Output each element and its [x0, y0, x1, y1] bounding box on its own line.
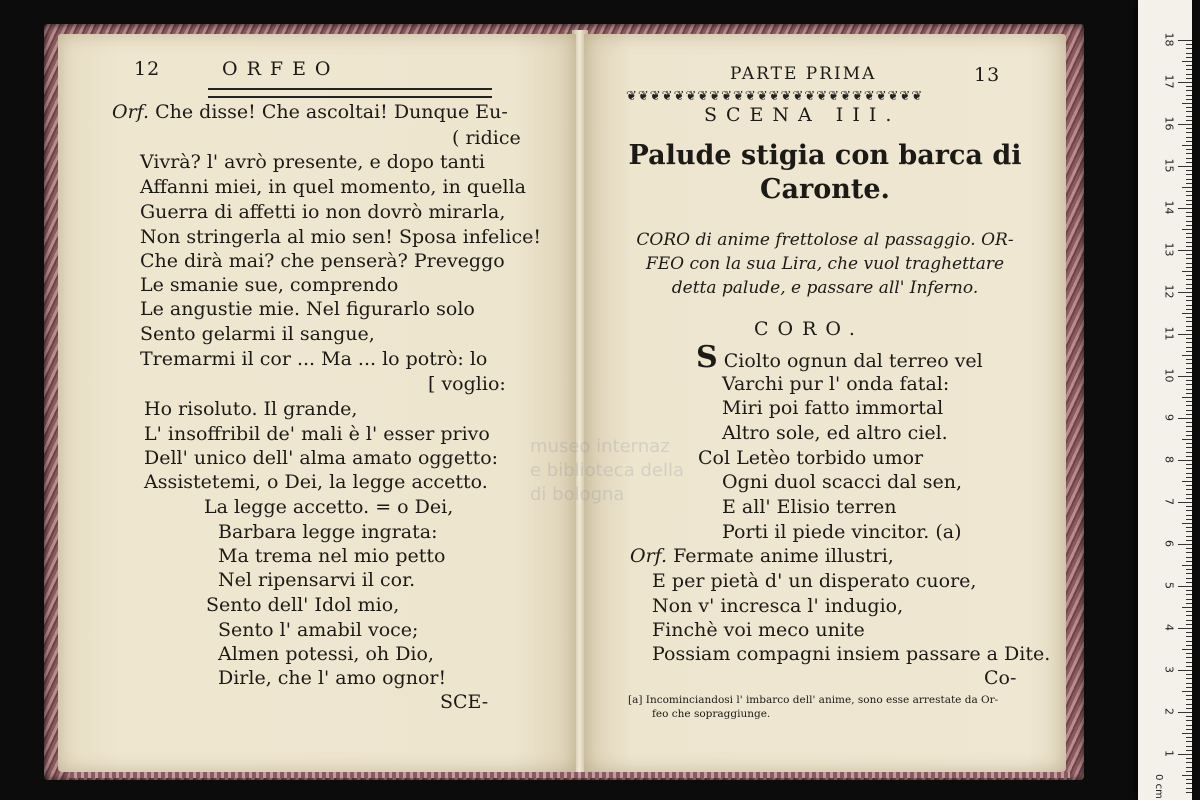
ruler-tick: [1186, 254, 1192, 255]
ruler-tick: [1186, 494, 1192, 495]
ruler-tick: [1186, 498, 1192, 499]
ruler-tick: [1186, 695, 1192, 696]
ruler-tick: [1186, 389, 1192, 390]
ruler-tick: [1186, 57, 1192, 58]
ruler-tick: [1186, 674, 1192, 675]
ruler-tick: [1186, 158, 1192, 159]
ruler-number: 11: [1162, 326, 1176, 341]
ruler-tick: [1186, 683, 1192, 684]
ruler-tick: [1186, 788, 1192, 789]
measuring-ruler: [1138, 0, 1192, 800]
ruler-tick: [1186, 116, 1192, 117]
ruler-tick: [1186, 69, 1192, 70]
library-stamp-line: di bologna: [530, 484, 625, 505]
text-line: S Ciolto ognun dal terreo vel: [696, 340, 983, 375]
ruler-tick: [1186, 44, 1192, 45]
ruler-tick: [1186, 477, 1192, 478]
ruler-tick: [1182, 439, 1192, 440]
ruler-unit: 0 cm: [1152, 774, 1164, 799]
text-line: Affanni miei, in quel momento, in quella: [140, 176, 526, 198]
text-line: Dirle, che l' amo ognor!: [218, 667, 447, 689]
ruler-tick: [1186, 594, 1192, 595]
ruler-tick: [1182, 355, 1192, 356]
ruler-tick: [1186, 137, 1192, 138]
ruler-tick: [1186, 53, 1192, 54]
running-head: PARTE PRIMA: [730, 64, 877, 84]
ruler-tick: [1182, 481, 1192, 482]
ruler-tick: [1186, 519, 1192, 520]
ruler-tick: [1186, 195, 1192, 196]
text-line: Sento l' amabil voce;: [218, 619, 419, 641]
ruler-number: 12: [1162, 284, 1176, 299]
text-line: Dell' unico dell' alma amato oggetto:: [144, 447, 499, 469]
text-line: Possiam compagni insiem passare a Dite.: [652, 643, 1051, 665]
ruler-tick: [1186, 561, 1192, 562]
ruler-tick: [1186, 90, 1192, 91]
footnote-line: feo che sopraggiunge.: [652, 708, 771, 720]
ruler-tick: [1186, 485, 1192, 486]
ruler-tick: [1186, 368, 1192, 369]
ornament-band: ❦❦❦❦❦❦❦❦❦❦❦❦❦❦❦❦❦❦❦❦❦❦❦❦❦: [626, 89, 924, 104]
ruler-tick: [1182, 775, 1192, 776]
ruler-tick: [1186, 636, 1192, 637]
ruler-tick: [1186, 548, 1192, 549]
ruler-tick: [1186, 263, 1192, 264]
ruler-tick: [1186, 506, 1192, 507]
ruler-tick: [1186, 611, 1192, 612]
ruler-tick: [1186, 767, 1192, 768]
ruler-tick: [1186, 552, 1192, 553]
ruler-tick: [1186, 632, 1192, 633]
ruler-tick: [1186, 473, 1192, 474]
ruler-tick: [1186, 489, 1192, 490]
ruler-number: 8: [1162, 456, 1176, 463]
text-line: Orf. Che disse! Che ascoltai! Dunque Eu-: [112, 101, 508, 123]
ruler-tick: [1186, 372, 1192, 373]
ruler-number: 6: [1162, 540, 1176, 547]
ruler-tick: [1186, 615, 1192, 616]
library-stamp-line: museo internaz: [530, 436, 670, 457]
ruler-tick: [1178, 376, 1192, 377]
ruler-number: 18: [1162, 32, 1176, 47]
ruler-tick: [1178, 586, 1192, 587]
ruler-tick: [1186, 435, 1192, 436]
ruler-tick: [1186, 729, 1192, 730]
stage-direction-line: detta palude, e passare all' Inferno.: [671, 278, 979, 298]
ruler-tick: [1186, 305, 1192, 306]
text-line: Assistetemi, o Dei, la legge accetto.: [144, 471, 488, 493]
ruler-tick: [1186, 779, 1192, 780]
ruler-tick: [1186, 704, 1192, 705]
ruler-tick: [1186, 162, 1192, 163]
ruler-tick: [1186, 141, 1192, 142]
ruler-tick: [1186, 422, 1192, 423]
text-line: Ma trema nel mio petto: [218, 545, 446, 567]
ruler-tick: [1178, 712, 1192, 713]
ruler-tick: [1186, 380, 1192, 381]
ruler-tick: [1178, 250, 1192, 251]
text-line: Almen potessi, oh Dio,: [218, 643, 434, 665]
scene-heading: SCENA III.: [704, 104, 901, 126]
stage-direction-line: FEO con la sua Lira, che vuol traghettare: [645, 254, 1005, 274]
ruler-tick: [1186, 573, 1192, 574]
ruler-tick: [1186, 225, 1192, 226]
ruler-tick: [1186, 771, 1192, 772]
ruler-tick: [1186, 737, 1192, 738]
ruler-tick: [1186, 750, 1192, 751]
ruler-tick: [1186, 603, 1192, 604]
drop-cap: S: [696, 340, 718, 375]
ruler-tick: [1182, 103, 1192, 104]
ruler-tick: [1186, 569, 1192, 570]
ruler-tick: [1186, 258, 1192, 259]
ruler-tick: [1186, 578, 1192, 579]
ruler-tick: [1178, 82, 1192, 83]
text-line: E per pietà d' un disperato cuore,: [652, 570, 977, 592]
ruler-tick: [1186, 317, 1192, 318]
ruler-tick: [1186, 275, 1192, 276]
ruler-tick: [1186, 204, 1192, 205]
ruler-tick: [1186, 468, 1192, 469]
ruler-tick: [1186, 338, 1192, 339]
ruler-tick: [1182, 187, 1192, 188]
ruler-tick: [1186, 678, 1192, 679]
ruler-tick: [1186, 452, 1192, 453]
ruler-tick: [1182, 145, 1192, 146]
text-line: Sento dell' Idol mio,: [206, 594, 400, 616]
ruler-tick: [1182, 649, 1192, 650]
ruler-tick: [1182, 397, 1192, 398]
ruler-tick: [1186, 174, 1192, 175]
running-head: ORFEO: [222, 58, 340, 80]
ruler-tick: [1178, 166, 1192, 167]
ruler-tick: [1186, 401, 1192, 402]
ruler-number: 10: [1162, 368, 1176, 383]
scene-title-line: Caronte.: [760, 174, 890, 205]
ruler-tick: [1186, 279, 1192, 280]
text-line: [ voglio:: [428, 373, 506, 395]
ruler-tick: [1178, 334, 1192, 335]
ruler-tick: [1186, 74, 1192, 75]
text-line: Le smanie sue, comprendo: [140, 274, 399, 296]
page-edge: [70, 772, 1070, 778]
ruler-tick: [1186, 78, 1192, 79]
ruler-tick: [1182, 229, 1192, 230]
text-line: Orf. Fermate anime illustri,: [630, 545, 894, 567]
ruler-tick: [1186, 149, 1192, 150]
text-line: Miri poi fatto immortal: [722, 397, 944, 419]
ruler-tick: [1178, 670, 1192, 671]
ruler-number: 14: [1162, 200, 1176, 215]
ruler-tick: [1186, 347, 1192, 348]
ruler-tick: [1186, 666, 1192, 667]
ruler-tick: [1178, 502, 1192, 503]
ruler-tick: [1186, 426, 1192, 427]
ruler-number: 16: [1162, 116, 1176, 131]
scene-title-line: Palude stigia con barca di: [628, 140, 1022, 171]
library-stamp-line: e biblioteca della: [530, 460, 684, 481]
ruler-tick: [1186, 725, 1192, 726]
chorus-heading: CORO.: [754, 318, 864, 340]
ruler-tick: [1182, 61, 1192, 62]
ruler-tick: [1186, 641, 1192, 642]
page-number: 12: [134, 58, 161, 80]
ruler-number: 2: [1162, 708, 1176, 715]
text-line: E all' Elisio terren: [722, 496, 897, 518]
ruler-tick: [1186, 351, 1192, 352]
ruler-tick: [1186, 687, 1192, 688]
page-number: 13: [974, 64, 1001, 86]
ruler-tick: [1186, 758, 1192, 759]
ruler-tick: [1178, 418, 1192, 419]
ruler-tick: [1186, 431, 1192, 432]
ruler-tick: [1186, 443, 1192, 444]
ruler-tick: [1186, 720, 1192, 721]
text-line: Che dirà mai? che penserà? Preveggo: [140, 250, 505, 272]
ruler-tick: [1186, 393, 1192, 394]
ruler-tick: [1178, 754, 1192, 755]
ruler-tick: [1186, 170, 1192, 171]
right-page: [584, 34, 1066, 772]
ruler-tick: [1186, 624, 1192, 625]
text-line: Non stringerla al mio sen! Sposa infelice!: [140, 226, 541, 248]
ruler-tick: [1186, 540, 1192, 541]
ruler-tick: [1186, 183, 1192, 184]
text-line: Guerra di affetti io non dovrò mirarla,: [140, 201, 506, 223]
ruler-number: 5: [1162, 582, 1176, 589]
catchword: Co-: [984, 667, 1017, 689]
ruler-tick: [1186, 128, 1192, 129]
ruler-number: 3: [1162, 666, 1176, 673]
ruler-tick: [1186, 212, 1192, 213]
ruler-tick: [1186, 410, 1192, 411]
ruler-tick: [1186, 363, 1192, 364]
text-line: Col Letèo torbido umor: [698, 447, 924, 469]
ruler-tick: [1186, 120, 1192, 121]
text-line: Vivrà? l' avrò presente, e dopo tanti: [140, 151, 485, 173]
ruler-tick: [1186, 620, 1192, 621]
ruler-number: 7: [1162, 498, 1176, 505]
header-rule: [208, 88, 492, 98]
text-line: Le angustie mie. Nel figurarlo solo: [140, 298, 475, 320]
ruler-tick: [1186, 515, 1192, 516]
ruler-tick: [1186, 237, 1192, 238]
ruler-tick: [1186, 153, 1192, 154]
ruler-tick: [1186, 582, 1192, 583]
ruler-tick: [1186, 111, 1192, 112]
ruler-tick: [1186, 783, 1192, 784]
ruler-tick: [1186, 510, 1192, 511]
ruler-tick: [1186, 662, 1192, 663]
ruler-tick: [1186, 300, 1192, 301]
ruler-tick: [1186, 288, 1192, 289]
ruler-tick: [1186, 590, 1192, 591]
text-line: ( ridice: [452, 127, 521, 149]
ruler-tick: [1178, 292, 1192, 293]
footnote-line: [a] Incominciandosi l' imbarco dell' anime, sono esse arrestate da Or-: [628, 694, 999, 706]
ruler-tick: [1186, 708, 1192, 709]
ruler-tick: [1186, 599, 1192, 600]
ruler-tick: [1186, 792, 1192, 793]
ruler-tick: [1186, 326, 1192, 327]
text-line: Ho risoluto. Il grande,: [144, 398, 358, 420]
ruler-tick: [1182, 271, 1192, 272]
ruler-tick: [1186, 233, 1192, 234]
ruler-tick: [1182, 691, 1192, 692]
ruler-tick: [1186, 48, 1192, 49]
ruler-tick: [1186, 330, 1192, 331]
text-line: Non v' incresca l' indugio,: [652, 595, 904, 617]
text-line: Nel ripensarvi il cor.: [218, 569, 416, 591]
ruler-tick: [1186, 716, 1192, 717]
ruler-tick: [1186, 699, 1192, 700]
ruler-tick: [1186, 342, 1192, 343]
ruler-number: 15: [1162, 158, 1176, 173]
ruler-tick: [1186, 657, 1192, 658]
text-line: Varchi pur l' onda fatal:: [722, 373, 950, 395]
ruler-tick: [1186, 95, 1192, 96]
ruler-tick: [1186, 321, 1192, 322]
ruler-tick: [1178, 460, 1192, 461]
text-line: Finchè voi meco unite: [652, 619, 865, 641]
ruler-tick: [1182, 565, 1192, 566]
ruler-tick: [1186, 536, 1192, 537]
ruler-tick: [1186, 246, 1192, 247]
text-line: Tremarmi il cor ... Ma ... lo potrò: lo: [140, 348, 488, 370]
text-line: Barbara legge ingrata:: [218, 521, 438, 543]
ruler-tick: [1182, 313, 1192, 314]
ruler-tick: [1178, 628, 1192, 629]
ruler-tick: [1186, 531, 1192, 532]
ruler-tick: [1178, 124, 1192, 125]
ruler-tick: [1182, 733, 1192, 734]
ruler-tick: [1186, 527, 1192, 528]
ruler-number: 9: [1162, 414, 1176, 421]
ruler-tick: [1186, 447, 1192, 448]
ruler-tick: [1186, 456, 1192, 457]
ruler-tick: [1186, 464, 1192, 465]
ruler-tick: [1186, 267, 1192, 268]
ruler-tick: [1186, 309, 1192, 310]
ruler-tick: [1182, 523, 1192, 524]
ruler-number: 1: [1162, 750, 1176, 757]
ruler-tick: [1186, 86, 1192, 87]
ruler-tick: [1186, 384, 1192, 385]
text-line: Ogni duol scacci dal sen,: [722, 471, 963, 493]
text-line: La legge accetto. = o Dei,: [204, 496, 454, 518]
ruler-tick: [1186, 132, 1192, 133]
ruler-tick: [1186, 762, 1192, 763]
catchword: SCE-: [440, 691, 489, 713]
ruler-tick: [1186, 99, 1192, 100]
ruler-tick: [1186, 216, 1192, 217]
ruler-tick: [1186, 242, 1192, 243]
text-line: Altro sole, ed altro ciel.: [722, 422, 948, 444]
ruler-tick: [1186, 65, 1192, 66]
left-page: [58, 34, 576, 772]
ruler-tick: [1186, 645, 1192, 646]
ruler-tick: [1186, 284, 1192, 285]
ruler-tick: [1178, 544, 1192, 545]
ruler-tick: [1186, 107, 1192, 108]
ruler-tick: [1186, 414, 1192, 415]
ruler-tick: [1186, 221, 1192, 222]
ruler-tick: [1186, 200, 1192, 201]
text-line: Sento gelarmi il sangue,: [140, 323, 375, 345]
ruler-tick: [1186, 405, 1192, 406]
ruler-tick: [1186, 746, 1192, 747]
ruler-tick: [1186, 191, 1192, 192]
ruler-number: 17: [1162, 74, 1176, 89]
text-line: Porti il piede vincitor. (a): [722, 521, 962, 543]
ruler-tick: [1186, 653, 1192, 654]
ruler-tick: [1186, 557, 1192, 558]
text-line: L' insoffribil de' mali è l' esser privo: [144, 423, 490, 445]
ruler-tick: [1186, 296, 1192, 297]
ruler-number: 13: [1162, 242, 1176, 257]
ruler-number: 4: [1162, 624, 1176, 631]
ruler-tick: [1186, 359, 1192, 360]
ruler-tick: [1186, 741, 1192, 742]
stage-direction-line: CORO di anime frettolose al passaggio. OR-: [636, 230, 1014, 250]
ruler-tick: [1186, 179, 1192, 180]
ruler-tick: [1182, 607, 1192, 608]
ruler-tick: [1178, 40, 1192, 41]
ruler-tick: [1178, 208, 1192, 209]
